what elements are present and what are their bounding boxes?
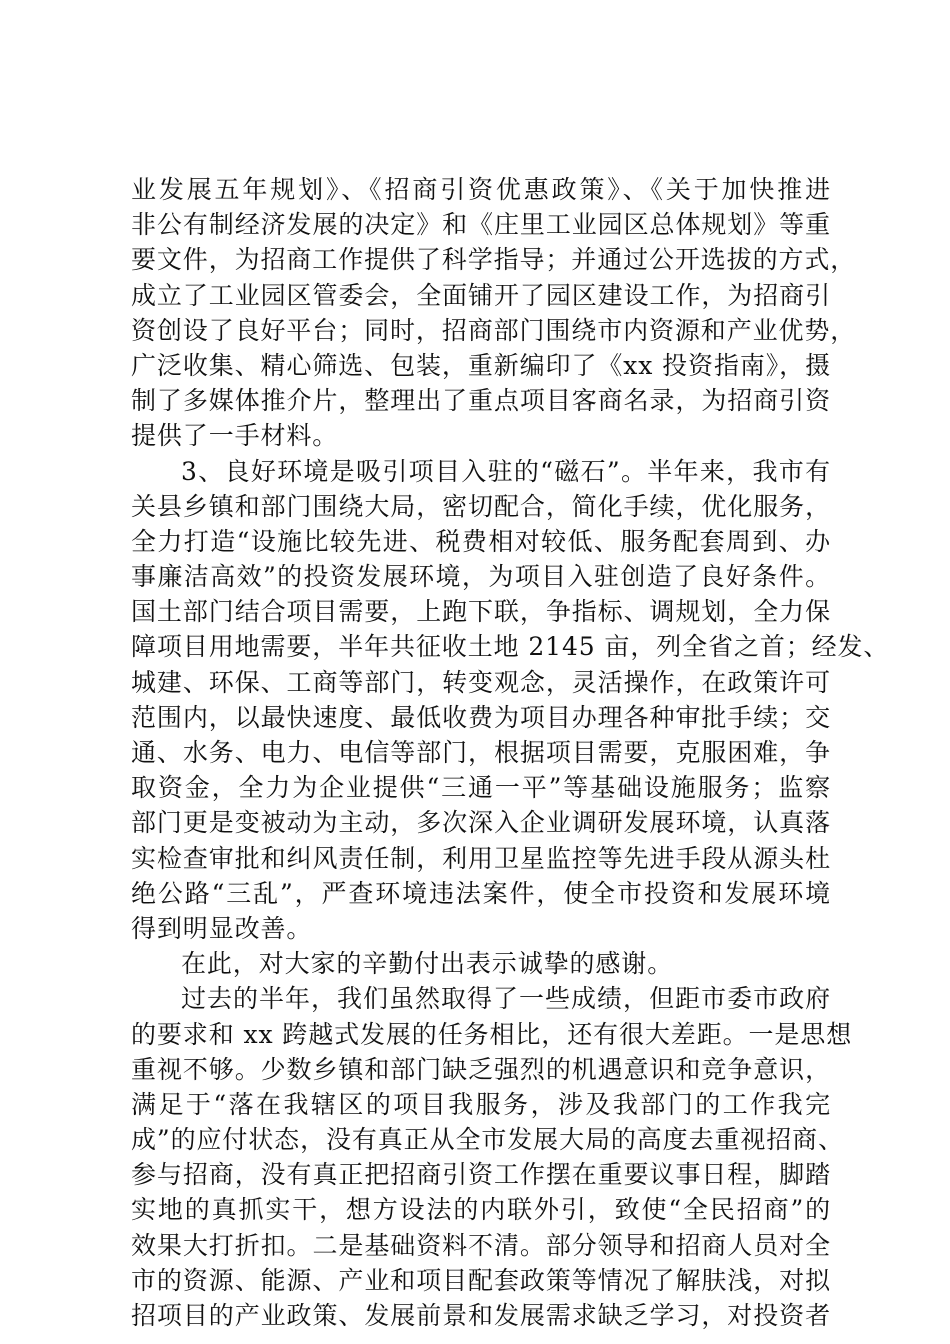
text-line: 实检查审批和纠风责任制，利用卫星监控等先进手段从源头杜 (131, 843, 831, 873)
text-line: 得到明显改善。 (131, 913, 313, 943)
paragraph-start-line: 3、良好环境是吸引项目入驻的“磁石”。半年来，我市有 (181, 456, 831, 486)
text-line: 招项目的产业政策、发展前景和发展需求缺乏学习，对投资者 (131, 1301, 831, 1330)
text-line: 市的资源、能源、产业和项目配套政策等情况了解肤浅，对拟 (131, 1265, 831, 1295)
text-line: 绝公路“三乱”，严查环境违法案件，使全市投资和发展环境 (131, 878, 831, 908)
text-line: 国土部门结合项目需要，上跑下联，争指标、调规划，全力保 (131, 597, 831, 627)
text-line: 城建、环保、工商等部门，转变观念，灵活操作，在政策许可 (131, 667, 831, 697)
text-line: 广泛收集、精心筛选、包装，重新编印了《xx 投资指南》，摄 (131, 350, 831, 380)
text-line: 事廉洁高效”的投资发展环境，为项目入驻创造了良好条件。 (131, 562, 831, 592)
text-line: 业发展五年规划》、《招商引资优惠政策》、《关于加快推进 (131, 175, 831, 204)
text-line: 实地的真抓实干，想方设法的内联外引，致使“全民招商”的 (131, 1195, 831, 1225)
text-line: 参与招商，没有真正把招商引资工作摆在重要议事日程，脚踏 (131, 1160, 831, 1190)
text-line: 资创设了良好平台；同时，招商部门围绕市内资源和产业优势， (131, 315, 857, 345)
text-line: 取资金，全力为企业提供“三通一平”等基础设施服务；监察 (131, 773, 831, 803)
text-line: 部门更是变被动为主动，多次深入企业调研发展环境，认真落 (131, 808, 831, 838)
text-line: 的要求和 xx 跨越式发展的任务相比，还有很大差距。一是思想 (131, 1019, 853, 1049)
text-line: 满足于“落在我辖区的项目我服务，涉及我部门的工作我完 (131, 1089, 831, 1119)
paragraph-start-line: 在此，对大家的辛勤付出表示诚挚的感谢。 (181, 949, 674, 979)
text-line: 障项目用地需要，半年共征收土地 2145 亩，列全省之首；经发、 (131, 632, 890, 662)
text-line: 提供了一手材料。 (131, 421, 339, 451)
text-line: 关县乡镇和部门围绕大局，密切配合，简化手续，优化服务， (131, 491, 831, 521)
text-line: 重视不够。少数乡镇和部门缺乏强烈的机遇意识和竞争意识， (131, 1054, 831, 1084)
text-line: 效果大打折扣。二是基础资料不清。部分领导和招商人员对全 (131, 1230, 831, 1260)
text-line: 制了多媒体推介片，整理出了重点项目客商名录，为招商引资 (131, 386, 831, 416)
text-line: 范围内，以最快速度、最低收费为项目办理各种审批手续；交 (131, 702, 831, 732)
text-line: 全力打造“设施比较先进、税费相对较低、服务配套周到、办 (131, 526, 831, 556)
text-line: 通、水务、电力、电信等部门，根据项目需要，克服困难，争 (131, 738, 831, 767)
paragraph-start-line: 过去的半年，我们虽然取得了一些成绩，但距市委市政府 (181, 984, 831, 1014)
text-line: 要文件，为招商工作提供了科学指导；并通过公开选拔的方式， (131, 245, 857, 275)
text-line: 成立了工业园区管委会，全面铺开了园区建设工作，为招商引 (131, 280, 831, 310)
text-line: 非公有制经济发展的决定》和《庄里工业园区总体规划》等重 (131, 210, 831, 240)
text-line: 成”的应付状态，没有真正从全市发展大局的高度去重视招商、 (131, 1125, 844, 1155)
document-body (131, 172, 890, 1333)
